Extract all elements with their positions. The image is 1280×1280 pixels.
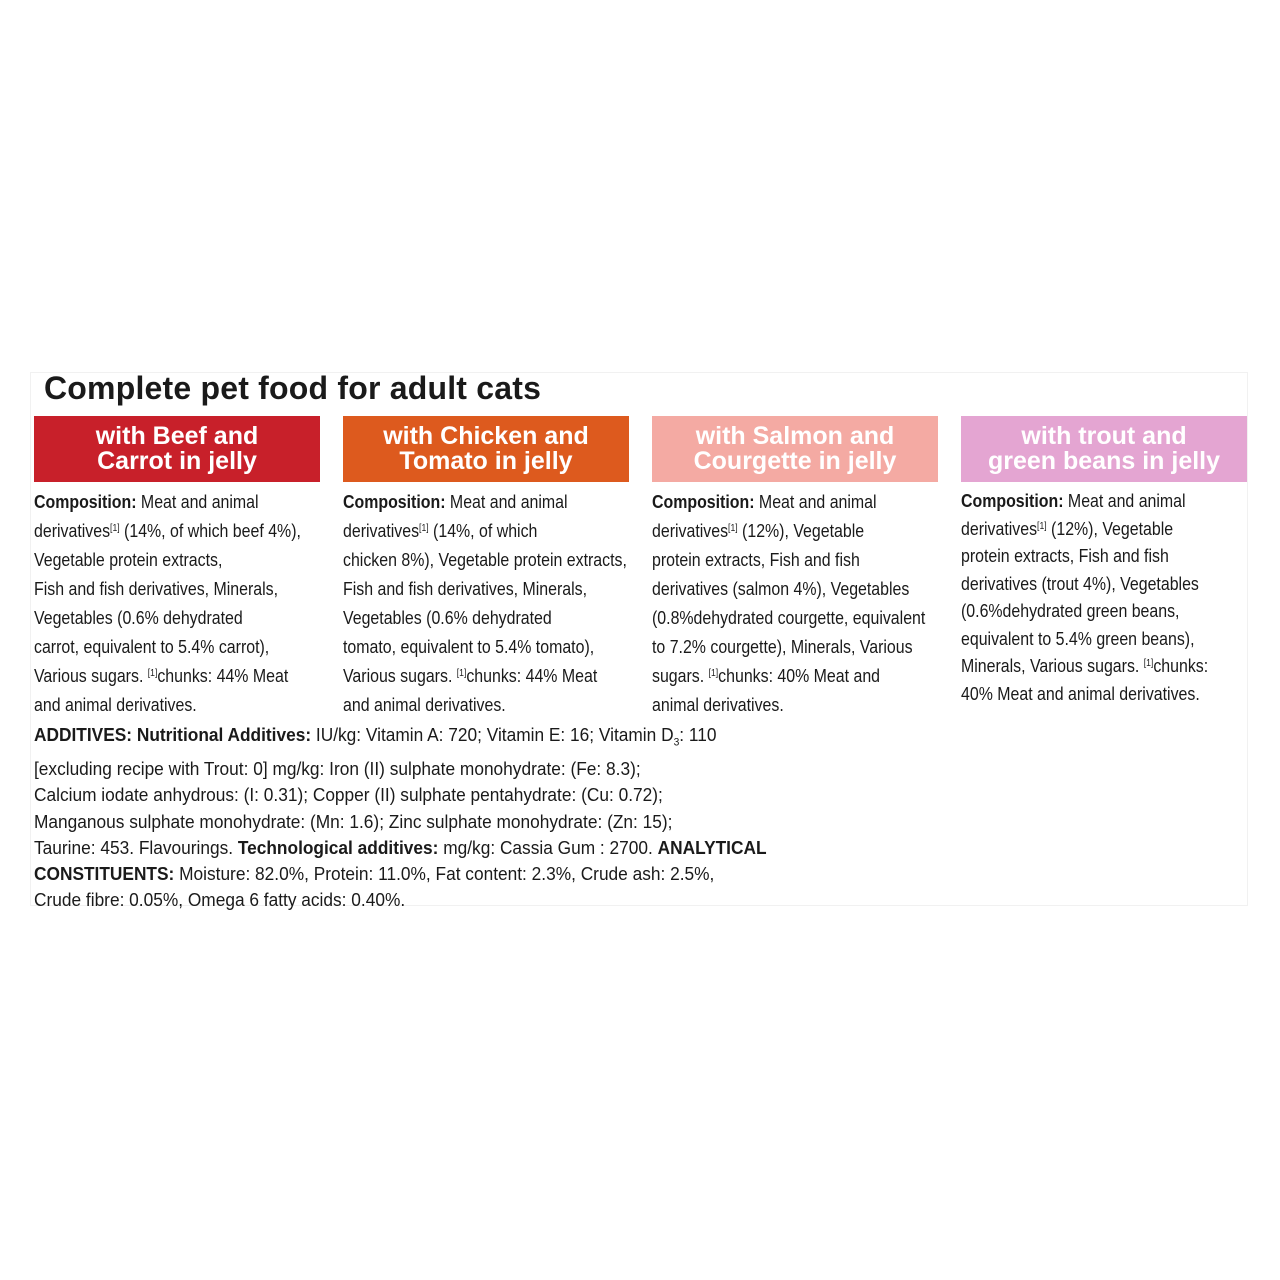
- composition-label: Composition:: [961, 490, 1064, 511]
- footnote-mark: [1]: [1143, 658, 1154, 669]
- composition-beef: [34, 487, 301, 719]
- banner-chicken-line1: with Chicken and: [383, 422, 589, 450]
- composition-line: animal derivatives.: [652, 694, 784, 715]
- composition-line: 40% Meat and animal derivatives.: [961, 682, 1200, 704]
- composition-line: derivatives[1] (14%, of which beef 4%),: [34, 520, 301, 541]
- additives-line: [excluding recipe with Trout: 0] mg/kg: Iron (II) sulphate monohydrate: (Fe: 8.3);: [34, 757, 641, 779]
- technological-additives-label: Technological additives:: [237, 836, 439, 858]
- composition-salmon: [652, 487, 925, 719]
- composition-line: derivatives[1] (12%), Vegetable: [652, 520, 865, 541]
- additives-line: Taurine: 453. Flavourings. Technological additives: mg/kg: Cassia Gum : 2700. ANALYTICAL: [34, 836, 767, 858]
- banner-beef: [34, 416, 320, 482]
- banner-trout: [961, 416, 1247, 482]
- composition-line: Composition: Meat and animal: [652, 491, 877, 512]
- composition-chicken: [343, 487, 627, 719]
- additives-line: Calcium iodate anhydrous: (I: 0.31); Copper (II) sulphate pentahydrate: (Cu: 0.72);: [34, 784, 663, 806]
- banner-salmon-line1: with Salmon and: [695, 422, 895, 450]
- additives-line: Manganous sulphate monohydrate: (Mn: 1.6); Zinc sulphate monohydrate: (Zn: 15);: [34, 810, 673, 832]
- banner-chicken: [343, 416, 629, 482]
- composition-line: (0.6%dehydrated green beans,: [961, 600, 1180, 621]
- banner-beef-line1: with Beef and: [95, 422, 259, 450]
- composition-trout: [961, 487, 1208, 707]
- composition-line: protein extracts, Fish and fish: [961, 545, 1169, 566]
- additives-block: [34, 722, 767, 914]
- additives-line: CONSTITUENTS: Moisture: 82.0%, Protein: 11.0%, Fat content: 2.3%, Crude ash: 2.5%,: [34, 863, 715, 885]
- composition-line: to 7.2% courgette), Minerals, Various: [652, 636, 913, 657]
- composition-label: Composition:: [652, 491, 755, 512]
- banner-chicken-line2: Tomato in jelly: [399, 447, 573, 475]
- composition-line: sugars. [1]chunks: 40% Meat and: [652, 665, 881, 686]
- footnote-mark: [1]: [419, 523, 429, 534]
- banner-salmon: [652, 416, 938, 482]
- footnote-mark: [1]: [728, 523, 738, 534]
- composition-line: carrot, equivalent to 5.4% carrot),: [34, 636, 270, 657]
- composition-line: Composition: Meat and animal: [34, 491, 259, 512]
- composition-label: Composition:: [343, 491, 446, 512]
- footnote-mark: [1]: [456, 668, 467, 679]
- footnote-mark: [1]: [110, 523, 120, 534]
- composition-line: Various sugars. [1]chunks: 44% Meat: [343, 665, 598, 686]
- constituents-label: CONSTITUENTS:: [34, 863, 175, 885]
- composition-line: Minerals, Various sugars. [1]chunks:: [961, 655, 1209, 676]
- banner-salmon-line2: Courgette in jelly: [693, 447, 897, 475]
- additives-line: Crude fibre: 0.05%, Omega 6 fatty acids: 0.40%.: [34, 889, 406, 911]
- composition-line: Vegetable protein extracts,: [34, 549, 223, 570]
- additives-label: ADDITIVES: Nutritional Additives:: [34, 724, 312, 745]
- banner-beef-line2: Carrot in jelly: [97, 447, 257, 475]
- banner-trout-line1: with trout and: [1021, 422, 1187, 450]
- composition-line: protein extracts, Fish and fish: [652, 549, 860, 570]
- composition-line: Vegetables (0.6% dehydrated: [34, 607, 243, 628]
- composition-line: Vegetables (0.6% dehydrated: [343, 607, 552, 628]
- composition-line: Various sugars. [1]chunks: 44% Meat: [34, 665, 289, 686]
- composition-line: and animal derivatives.: [34, 694, 197, 715]
- page-title: Complete pet food for adult cats: [44, 370, 542, 406]
- footnote-mark: [1]: [1037, 520, 1047, 532]
- footnote-mark: [1]: [147, 668, 158, 679]
- composition-line: equivalent to 5.4% green beans),: [961, 627, 1195, 649]
- composition-line: tomato, equivalent to 5.4% tomato),: [343, 636, 595, 657]
- composition-line: derivatives (salmon 4%), Vegetables: [652, 578, 910, 599]
- composition-label: Composition:: [34, 491, 137, 512]
- composition-line: derivatives (trout 4%), Vegetables: [961, 572, 1199, 594]
- composition-line: and animal derivatives.: [343, 694, 506, 715]
- composition-line: (0.8%dehydrated courgette, equivalent: [652, 607, 926, 628]
- composition-line: Fish and fish derivatives, Minerals,: [343, 578, 588, 599]
- composition-line: Fish and fish derivatives, Minerals,: [34, 578, 279, 599]
- analytical-label: ANALYTICAL: [657, 836, 767, 858]
- additives-line: ADDITIVES: Nutritional Additives: IU/kg: Vitamin A: 720; Vitamin E: 16; Vitamin $D_3$: 110: [34, 724, 717, 749]
- banner-trout-line2: green beans in jelly: [987, 447, 1221, 475]
- composition-line: derivatives[1] (12%), Vegetable: [961, 517, 1174, 539]
- composition-line: chicken 8%), Vegetable protein extracts,: [343, 549, 627, 570]
- composition-line: Composition: Meat and animal: [961, 490, 1186, 511]
- composition-line: Composition: Meat and animal: [343, 491, 568, 512]
- composition-line: derivatives[1] (14%, of which: [343, 520, 538, 541]
- footnote-mark: [1]: [708, 668, 719, 679]
